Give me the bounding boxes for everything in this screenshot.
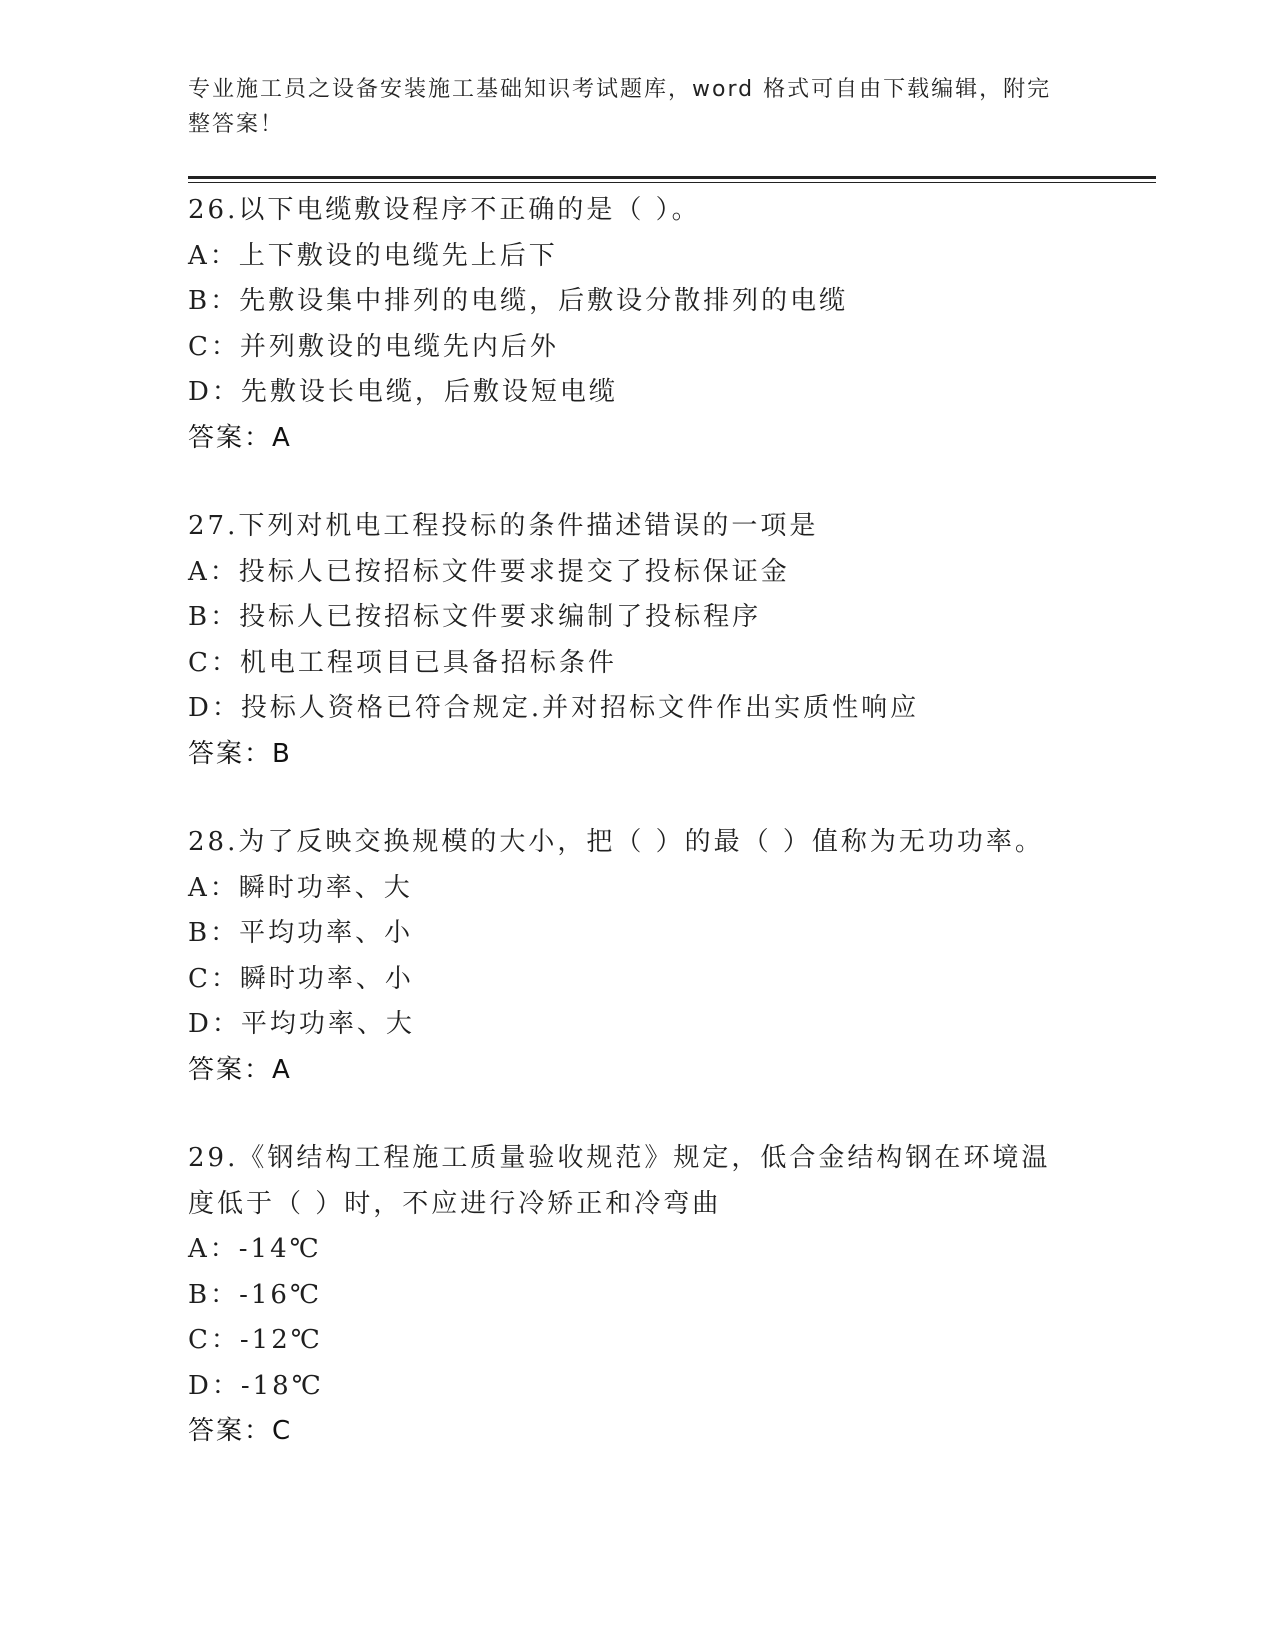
answer-label: 答案：A — [188, 1054, 292, 1085]
option-c: C：并列敷设的电缆先内后外 — [188, 331, 559, 362]
question-stem: 29.《钢结构工程施工质量验收规范》规定，低合金结构钢在环境温度低于（ ）时，不应进行冷矫正和冷弯曲 — [188, 1143, 1051, 1219]
answer-label: 答案：C — [188, 1416, 293, 1446]
option-d: D：投标人资格已符合规定.并对招标文件作出实质性响应 — [188, 693, 920, 723]
option-a: A：投标人已按招标文件要求提交了投标保证金 — [188, 556, 790, 587]
option-b: B：-16℃ — [188, 1279, 323, 1310]
option-a: A：-14℃ — [188, 1234, 322, 1264]
option-d: D：-18℃ — [188, 1370, 324, 1401]
question-29 — [188, 1136, 1088, 1455]
answer-label: 答案：A — [188, 422, 292, 453]
option-a: A：上下敷设的电缆先上后下 — [188, 240, 558, 271]
option-d: D：先敷设长电缆，后敷设短电缆 — [188, 377, 618, 407]
question-stem: 26.以下电缆敷设程序不正确的是（ ）。 — [188, 195, 701, 225]
header-divider-thick — [188, 176, 1156, 179]
answer-label: 答案：B — [188, 738, 292, 769]
option-a: A：瞬时功率、大 — [188, 872, 413, 903]
question-28 — [188, 820, 1088, 1093]
question-stem: 28.为了反映交换规模的大小，把（ ）的最（ ）值称为无功功率。 — [188, 827, 1044, 857]
option-d: D：平均功率、大 — [188, 1009, 415, 1039]
option-c: C：-12℃ — [188, 1325, 323, 1355]
option-c: C：瞬时功率、小 — [188, 963, 414, 994]
question-27 — [188, 504, 1088, 777]
header-divider-thin — [188, 182, 1156, 183]
document-header: 专业施工员之设备安装施工基础知识考试题库，word 格式可自由下载编辑，附完整答案！ — [188, 77, 1052, 137]
option-c: C：机电工程项目已具备招标条件 — [188, 647, 617, 678]
question-stem: 27.下列对机电工程投标的条件描述错误的一项是 — [188, 511, 819, 541]
question-list — [188, 188, 1088, 1498]
option-b: B：投标人已按招标文件要求编制了投标程序 — [188, 602, 762, 632]
option-b: B：先敷设集中排列的电缆，后敷设分散排列的电缆 — [188, 286, 849, 316]
question-26 — [188, 188, 1088, 461]
option-b: B：平均功率、小 — [188, 918, 414, 948]
